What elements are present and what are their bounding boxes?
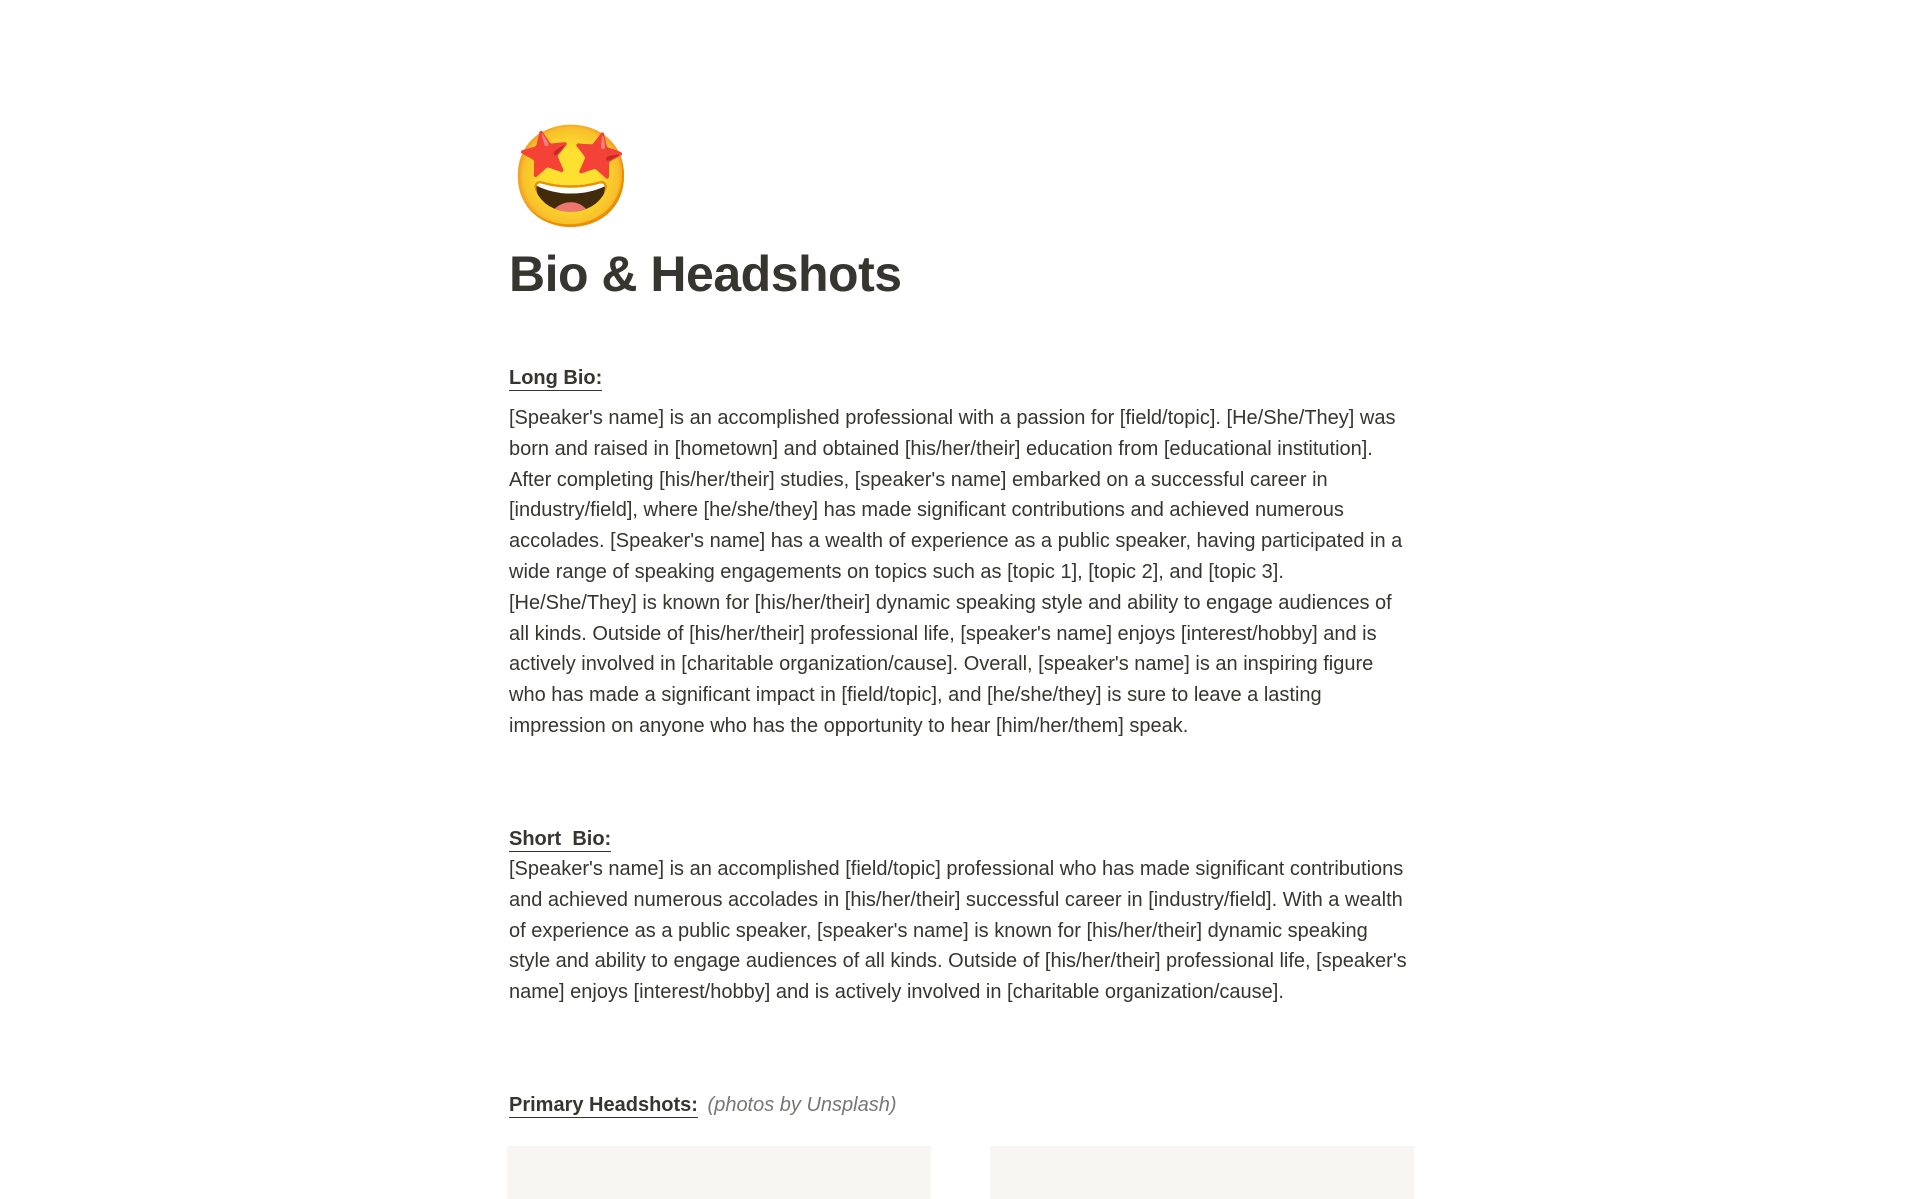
short-bio-text[interactable]: [Speaker's name] is an accomplished [field/topic] professional who has made significant contributions and achieved numerous accolades in [his/her/their] successful career in [industry/field]. With a wealth of experience as a public speaker, [speaker's name] is known for [his/her/their] dynamic speaking style and ability to engage audiences of all kinds. Outside of [his/her/their] professional life, [speaker's name] enjoys [interest/hobby] and is actively involved in [charitable organization/cause]. <box>509 858 1407 1004</box>
headshots-credit-note: (photos by Unsplash) <box>707 1094 897 1116</box>
headshot-image-1[interactable] <box>507 1146 931 1199</box>
page-title[interactable]: Bio & Headshots <box>509 246 902 302</box>
long-bio-text[interactable]: [Speaker's name] is an accomplished professional with a passion for [field/topic]. [He/She/They] was born and raised in [hometown] and obtained [his/her/their] education from [educational institution]. After completing [his/her/their] studies, [speaker's name] embarked on a successful career in [industry/field], where [he/she/they] has made significant contributions and achieved numerous accolades. [Speaker's name] has a wealth of experience as a public speaker, having participated in a wide range of speaking engagements on topics such as [topic 1], [topic 2], and [topic 3]. [He/She/They] is known for [his/her/their] dynamic speaking style and ability to engage audiences of all kinds. Outside of [his/her/their] professional life, [speaker's name] enjoys [interest/hobby] and is actively involved in [charitable organization/cause]. Overall, [speaker's name] is an inspiring figure who has made a significant impact in [field/topic], and [he/she/they] is sure to leave a lasting impression on anyone who has the opportunity to hear [him/her/them] speak. <box>509 407 1403 737</box>
long-bio-heading <box>509 365 602 391</box>
short-bio-heading-label: Short Bio: <box>509 828 612 850</box>
headshots-heading <box>509 1092 897 1118</box>
short-bio-heading <box>509 826 611 852</box>
star-struck-emoji-icon[interactable]: 🤩 <box>509 121 634 233</box>
headshots-heading-label: Primary Headshots: <box>509 1094 698 1116</box>
headshot-image-2[interactable] <box>990 1146 1414 1199</box>
long-bio-heading-label: Long Bio: <box>509 367 603 389</box>
